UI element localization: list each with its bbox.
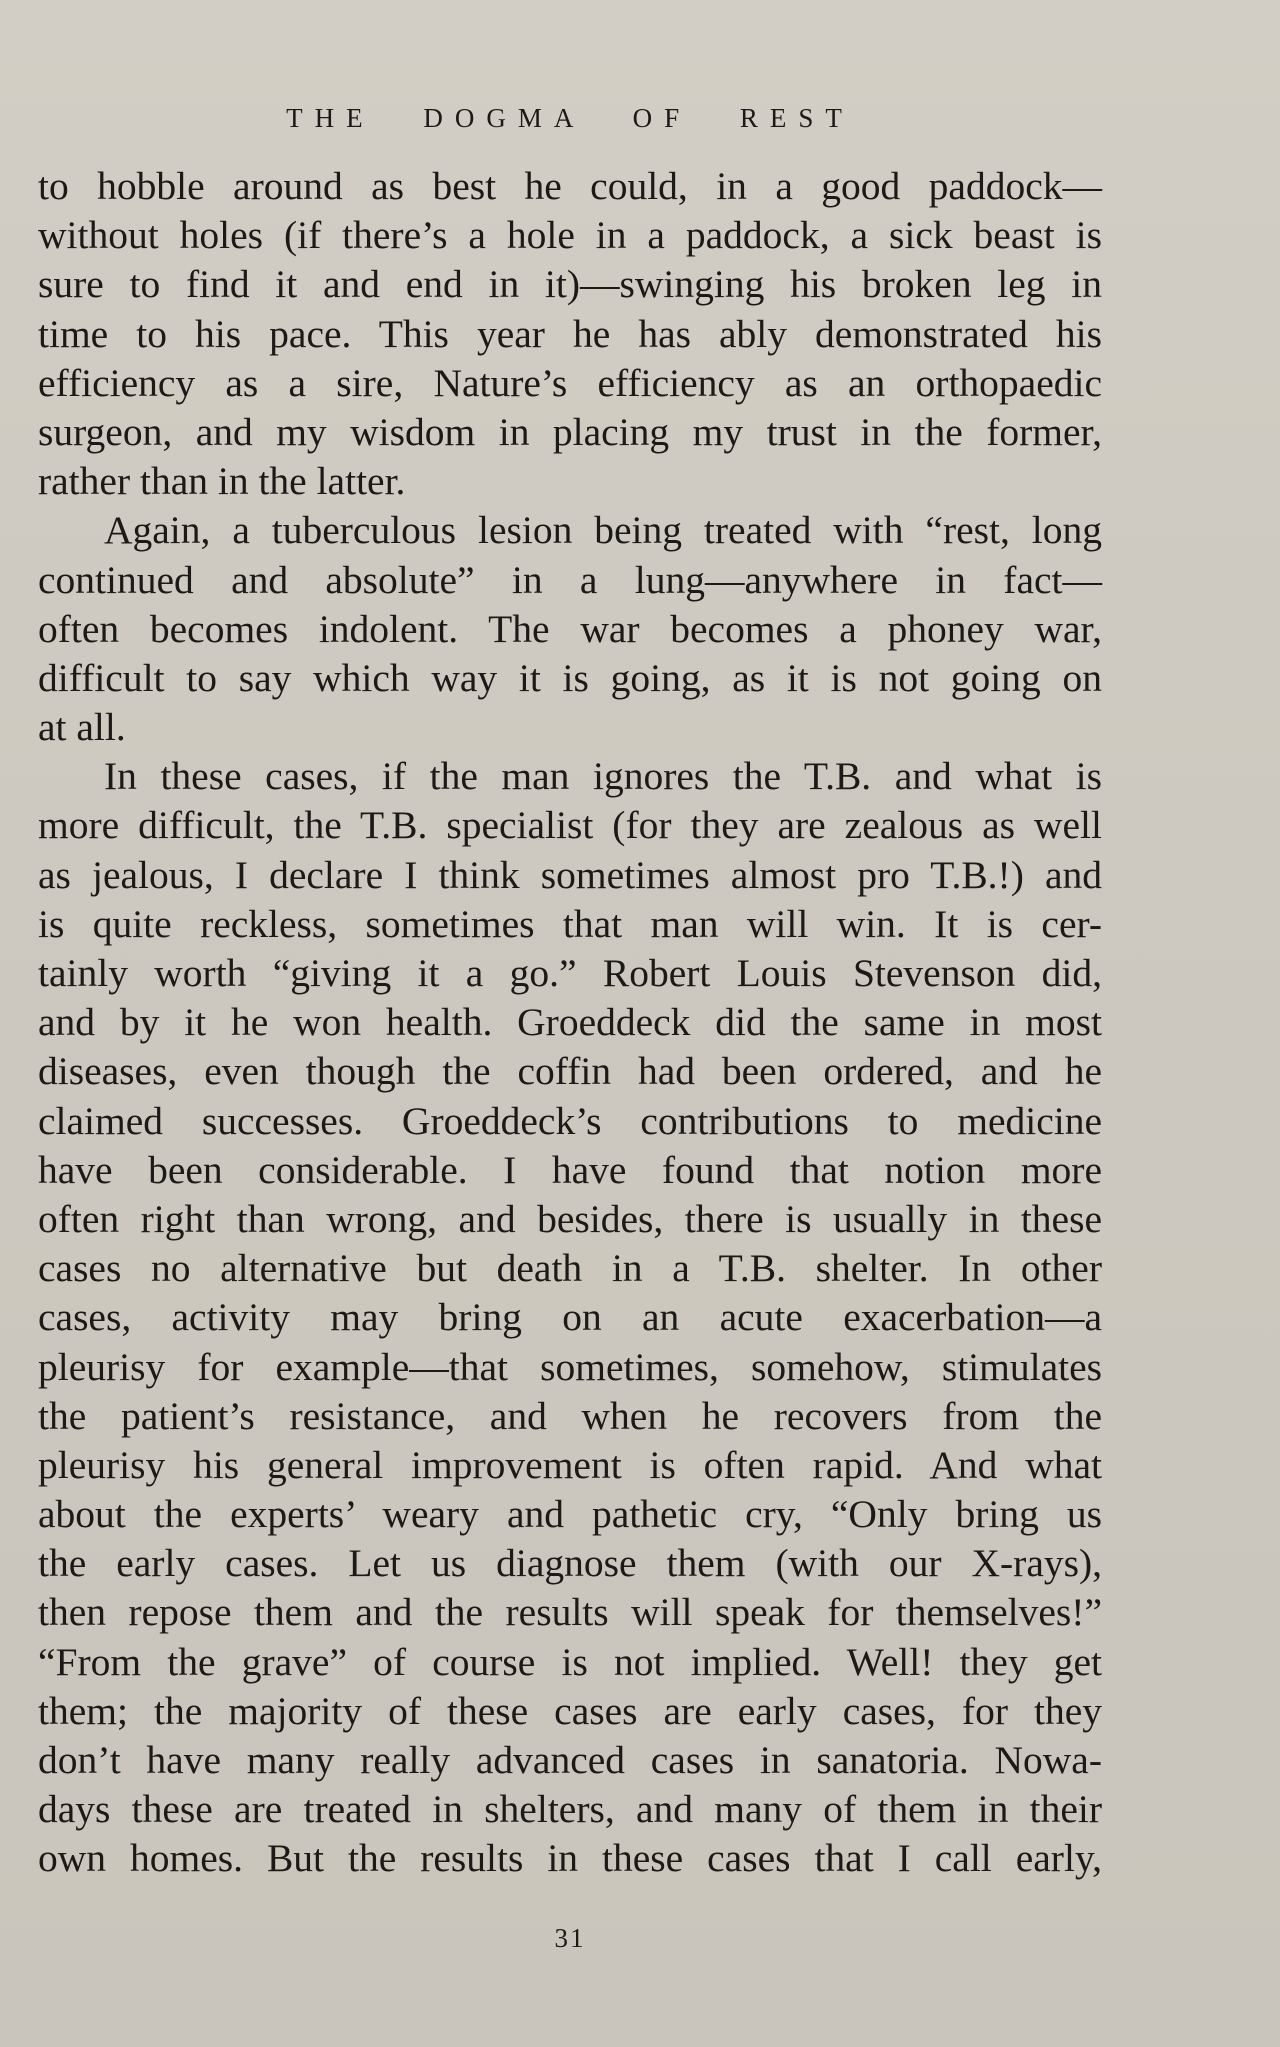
text-line: cases no alternative but death in a T.B. shelter. In other: [38, 1246, 1102, 1291]
text-line: have been considerable. I have found that notion more: [38, 1147, 1102, 1192]
text-line: often becomes indolent. The war becomes a phoney war,: [38, 606, 1102, 651]
text-line: own homes. But the results in these cases that I call early,: [38, 1836, 1102, 1881]
text-line: “From the grave” of course is not implied. Well! they get: [38, 1639, 1102, 1684]
text-line: as jealous, I declare I think sometimes almost pro T.B.!) and: [38, 852, 1102, 897]
text-line: difficult to say which way it is going, as it is not going on: [38, 655, 1102, 700]
text-line: at all.: [38, 705, 126, 750]
running-head: THE DOGMA OF REST: [286, 103, 854, 133]
text-line: don’t have many really advanced cases in sanatoria. Nowa-: [38, 1738, 1102, 1782]
page-number: 31: [554, 1923, 586, 1953]
text-line: days these are treated in shelters, and many of them in their: [38, 1787, 1102, 1832]
text-line: pleurisy for example—that sometimes, somehow, stimulates: [38, 1344, 1102, 1389]
text-line: without holes (if there’s a hole in a paddock, a sick beast is: [38, 213, 1102, 258]
text-line: the early cases. Let us diagnose them (with our X-rays),: [38, 1541, 1102, 1586]
text-line: tainly worth “giving it a go.” Robert Louis Stevenson did,: [38, 951, 1102, 995]
text-line: cases, activity may bring on an acute exacerbation—a: [38, 1295, 1102, 1340]
text-line: about the experts’ weary and pathetic cry, “Only bring us: [38, 1492, 1102, 1537]
text-line: Again, a tuberculous lesion being treated with “rest, long: [104, 508, 1102, 553]
text-line: time to his pace. This year he has ably demonstrated his: [38, 311, 1102, 356]
text-line: In these cases, if the man ignores the T.B. and what is: [104, 754, 1102, 799]
text-line: more difficult, the T.B. specialist (for they are zealous as well: [38, 803, 1102, 848]
text-line: to hobble around as best he could, in a good paddock—: [38, 164, 1102, 208]
text-line: is quite reckless, sometimes that man will win. It is cer-: [38, 901, 1102, 946]
text-line: claimed successes. Groeddeck’s contributions to medicine: [38, 1098, 1102, 1143]
body-text: [38, 162, 1102, 1884]
text-line: pleurisy his general improvement is often rapid. And what: [38, 1442, 1102, 1487]
text-line: rather than in the latter.: [38, 459, 406, 504]
text-line: and by it he won health. Groeddeck did the same in most: [38, 1000, 1102, 1045]
text-line: sure to find it and end in it)—swinging his broken leg in: [38, 262, 1102, 307]
text-line: often right than wrong, and besides, there is usually in these: [38, 1196, 1102, 1241]
text-line: them; the majority of these cases are early cases, for they: [38, 1688, 1102, 1733]
text-line: diseases, even though the coffin had been ordered, and he: [38, 1049, 1102, 1094]
text-line: the patient’s resistance, and when he recovers from the: [38, 1393, 1102, 1438]
text-line: continued and absolute” in a lung—anywhere in fact—: [38, 557, 1102, 602]
text-line: efficiency as a sire, Nature’s efficiency as an orthopaedic: [38, 360, 1102, 405]
text-line: surgeon, and my wisdom in placing my trust in the former,: [38, 409, 1102, 454]
text-line: then repose them and the results will speak for themselves!”: [38, 1590, 1102, 1635]
